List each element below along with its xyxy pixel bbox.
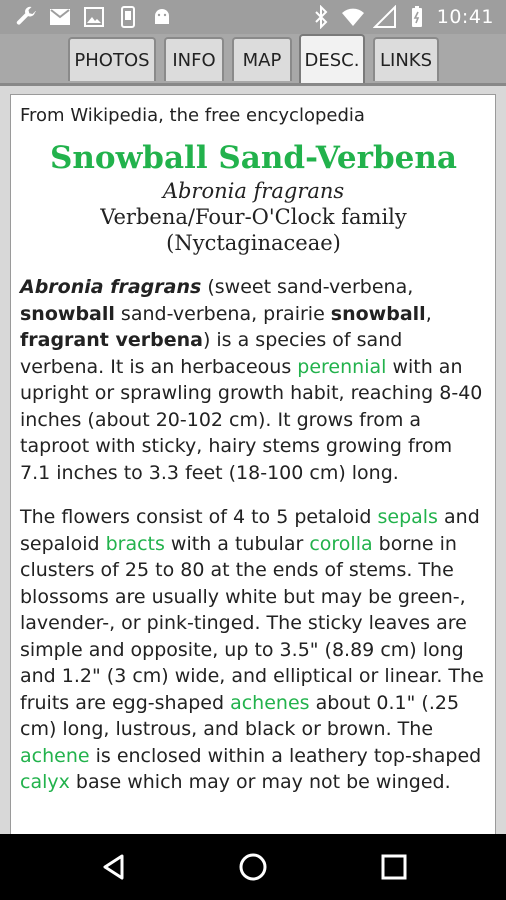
description-paragraph-1 (20, 274, 487, 486)
battery-icon (405, 5, 429, 29)
text-span: , (425, 302, 432, 325)
scientific-name: Abronia fragrans (162, 179, 345, 203)
content-area[interactable] (0, 86, 506, 834)
text-span: is enclosed within a leathery top-shaped (89, 744, 482, 767)
description-paragraph-2 (20, 504, 487, 796)
home-icon[interactable] (237, 851, 269, 883)
link-bracts[interactable]: bracts (105, 532, 165, 555)
phone-icon (116, 5, 140, 29)
text-span: ) is a species of sand verbena. It is an herbaceous (20, 329, 403, 378)
text-span: base which may or may not be winged. (69, 771, 451, 793)
status-bar (0, 0, 506, 34)
recents-icon[interactable] (378, 851, 410, 883)
link-achenes[interactable]: achenes (230, 691, 310, 714)
tab-bar (0, 34, 506, 86)
link-achene[interactable]: achene (20, 744, 90, 767)
signal-icon (373, 5, 397, 29)
mail-icon (48, 5, 72, 29)
wifi-icon (341, 5, 365, 29)
text-span: (sweet sand-verbena, (201, 276, 414, 298)
text-span: about 0.1" (.25 cm) long, lustrous, and black or brown. The (20, 691, 460, 740)
text-span: with an upright or sprawling growth habit, reaching 8-40 inches (about 20-102 cm). It grows from a taproot with sticky, hairy stems growing from 7.1 inches to 3.3 feet (18-100 cm) long. (20, 355, 483, 484)
bold-text: fragrant verbena (20, 329, 203, 351)
text-span: and sepaloid (20, 506, 480, 555)
bold-text: Abronia fragrans (20, 276, 202, 298)
tab-info[interactable]: INFO (164, 37, 224, 81)
link-perennial[interactable]: perennial (297, 355, 387, 378)
link-sepals[interactable]: sepals (377, 506, 438, 528)
back-icon[interactable] (98, 851, 130, 883)
page-title: Snowball Sand-Verbena (50, 140, 457, 176)
text-span: sand-verbena, prairie (114, 302, 331, 325)
text-span: The flowers consist of 4 to 5 petaloid (20, 506, 378, 528)
bold-text: snowball (330, 302, 426, 325)
bluetooth-icon (309, 5, 333, 29)
tab-map[interactable]: MAP (232, 37, 292, 81)
article-page[interactable] (10, 94, 496, 834)
family-latin: (Nyctaginaceae) (166, 231, 341, 255)
bold-text: snowball (20, 302, 115, 325)
text-span: borne in clusters of 25 to 80 at the ends of stems. The blossoms are usually white but may be green-, lavender-, or pink-tinged. The sticky leaves are simple and opposite, up to 3.5" (8.89 cm) long and 1.2" (3 cm) wide, and elliptical or linear. The fruits are egg-shaped (20, 532, 484, 714)
link-calyx[interactable]: calyx (20, 771, 70, 793)
navigation-bar (0, 834, 506, 900)
link-corolla[interactable]: corolla (309, 532, 373, 555)
wrench-icon (14, 5, 38, 29)
image-icon (82, 5, 106, 29)
tab-links[interactable]: LINKS (373, 37, 439, 81)
tab-photos[interactable]: PHOTOS (68, 37, 156, 81)
text-span: with a tubular (164, 532, 310, 555)
tab-desc[interactable]: DESC. (299, 34, 365, 84)
android-icon (150, 5, 174, 29)
family-name: Verbena/Four-O'Clock family (100, 205, 407, 229)
article-source: From Wikipedia, the free encyclopedia (20, 105, 365, 126)
clock-time: 10:41 (436, 6, 494, 28)
